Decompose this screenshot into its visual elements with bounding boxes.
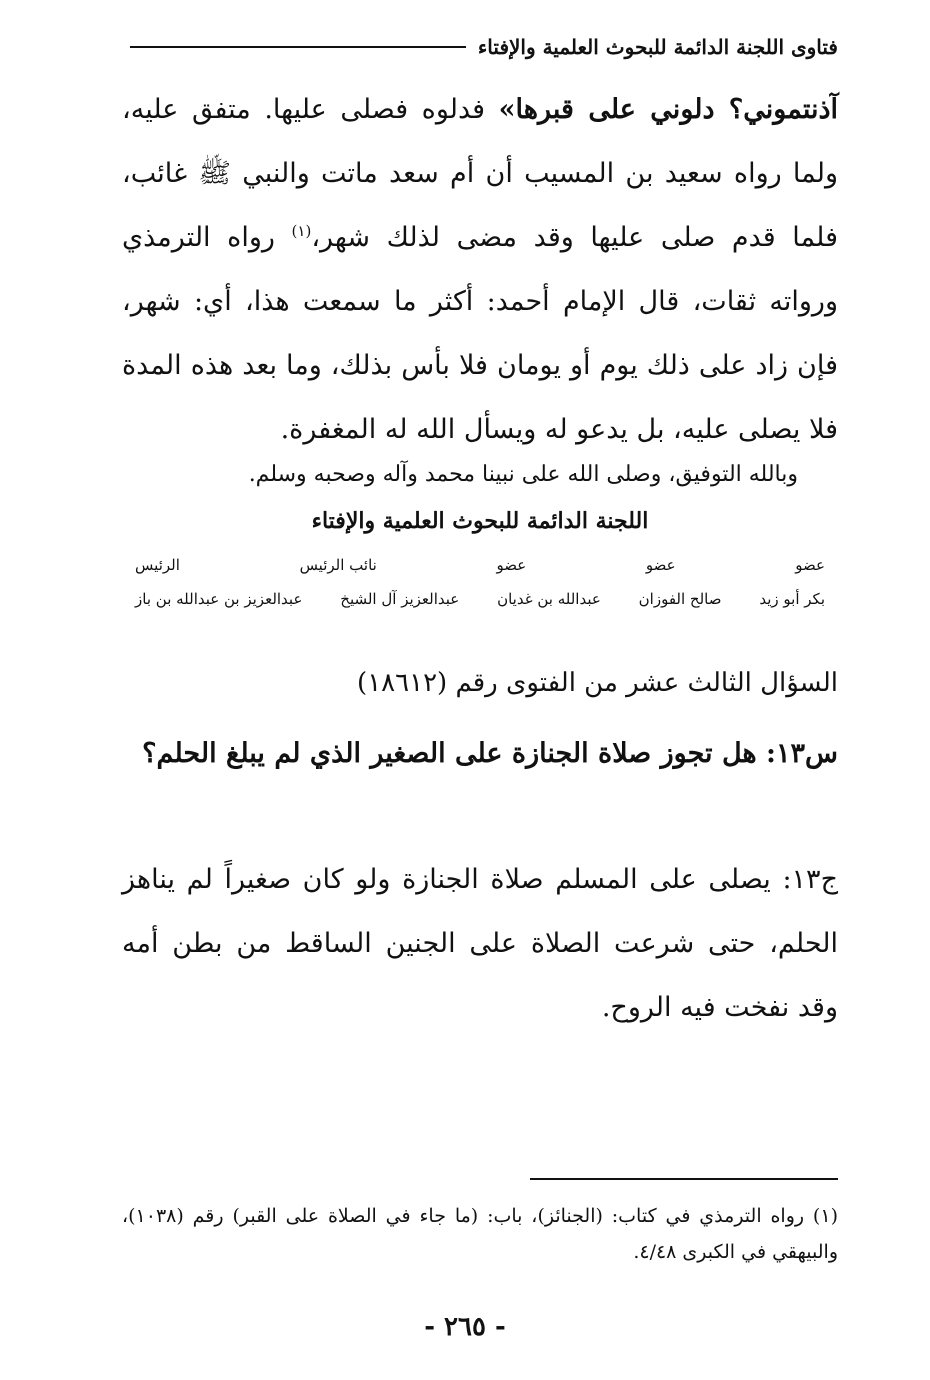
- question-heading: السؤال الثالث عشر من الفتوى رقم (١٨٦١٢): [357, 668, 838, 698]
- header-rule: [130, 46, 466, 48]
- signatory-roles-row: [135, 556, 825, 582]
- signatory-role: عضو: [795, 556, 825, 574]
- signatory-role: عضو: [645, 556, 676, 574]
- running-header-title: فتاوى اللجنة الدائمة للبحوث العلمية والإفتاء: [477, 35, 838, 59]
- signatory-name: عبدالله بن غديان: [497, 590, 601, 608]
- signatory-name: عبدالعزيز آل الشيخ: [340, 590, 460, 608]
- committee-title: اللجنة الدائمة للبحوث العلمية والإفتاء: [311, 508, 649, 534]
- paragraph-body-tail: رواه الترمذي ورواته ثقات، قال الإمام أحمد: أكثر ما سمعت هذا، أي: شهر، فإن زاد على ذلك يوم أو يومان فلا بأس بذلك، وما بعد هذه المدة فلا يصلى عليه، بل يدعو له ويسأل الله له المغفرة.: [122, 222, 838, 445]
- footnote: (١) رواه الترمذي في كتاب: (الجنائز)، باب: (ما جاء في الصلاة على القبر) رقم (١٠٣٨)، والبيهقي في الكبرى ٤/٤٨.: [122, 1205, 838, 1263]
- closing-line: وبالله التوفيق، وصلى الله على نبينا محمد وآله وصحبه وسلم.: [248, 462, 798, 487]
- signatory-name: صالح الفوزان: [638, 590, 722, 608]
- paragraph-body: فدلوه فصلى عليها. متفق عليه، ولما رواه سعيد بن المسيب أن أم سعد ماتت والنبي ﷺ غائب، فلما قدم صلى عليها وقد مضى لذلك شهر،: [122, 94, 838, 253]
- footnote-divider: [530, 1178, 838, 1180]
- signatory-role: نائب الرئيس: [299, 556, 377, 574]
- question-text: س١٣: هل تجوز صلاة الجنازة على الصغير الذي لم يبلغ الحلم؟: [142, 738, 838, 769]
- signatory-role: الرئيس: [135, 556, 180, 574]
- signatory-name: بكر أبو زيد: [759, 590, 825, 608]
- page-number: - ٢٦٥ -: [424, 1312, 506, 1342]
- signatory-names-row: [135, 582, 825, 616]
- answer-text: ج١٣: يصلى على المسلم صلاة الجنازة ولو كان صغيراً لم يناهز الحلم، حتى شرعت الصلاة على الجنين الساقط من بطن أمه وقد نفخت فيه الروح.: [122, 864, 838, 1023]
- signatory-name: عبدالعزيز بن عبدالله بن باز: [135, 590, 303, 608]
- footnote-reference: (١): [291, 222, 312, 240]
- running-header: [130, 30, 838, 64]
- paragraph-fatwa-continuation: [122, 78, 838, 462]
- signatories-table: [135, 556, 825, 616]
- paragraph-bold-lead: آذنتموني؟ دلوني على قبرها»: [498, 94, 839, 125]
- signatory-role: عضو: [496, 556, 527, 574]
